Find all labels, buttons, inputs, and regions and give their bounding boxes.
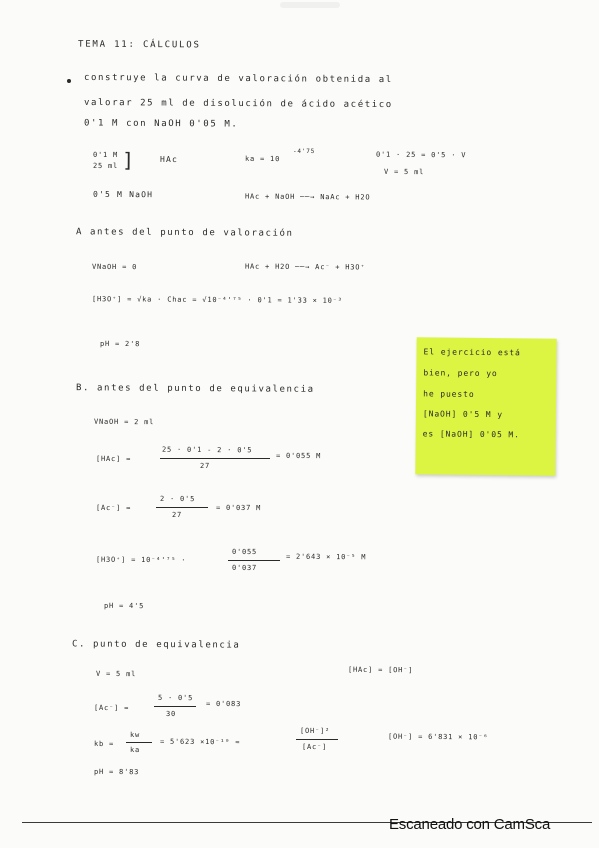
data-ka: ka = 10 (244, 154, 281, 164)
sticky-note (415, 337, 556, 475)
fraction-bar (228, 560, 280, 561)
sticky-note-line: [NaOH] 0'5 M y (422, 409, 503, 420)
scan-smudge (280, 2, 340, 8)
data-volume: 25 ml (92, 161, 119, 171)
data-concentration: 0'1 M (92, 150, 119, 160)
fraction-bar (296, 739, 338, 740)
scanner-watermark: Escaneado con CamSca (389, 816, 551, 833)
section-c-kb-numerator-2: [OH⁻]² (299, 726, 331, 736)
section-c-ac-result: = 0'083 (205, 699, 242, 709)
section-c-oh: [OH⁻] = 6'831 × 10⁻⁶ (387, 732, 489, 742)
brace: ] (121, 147, 135, 173)
data-volume-result: V = 5 ml (383, 167, 425, 177)
section-b-ph: pH = 4'5 (103, 601, 145, 611)
section-b-hac-denominator: 27 (199, 461, 211, 471)
statement-line-2: valorar 25 ml de disolución de ácido acético (83, 97, 393, 111)
section-b-h3o-numerator: 0'055 (231, 547, 258, 557)
section-c-volume: V = 5 ml (95, 669, 137, 679)
section-c-ac-denominator: 30 (165, 709, 177, 719)
sticky-note-line: El ejercicio está (423, 347, 521, 358)
fraction-bar (160, 458, 270, 459)
section-c-ac-lhs: [Ac⁻] = (93, 703, 130, 713)
page-title: TEMA 11: CÁLCULOS (77, 39, 201, 51)
section-b-ac-result: = 0'037 M (215, 503, 262, 513)
section-a-h3o: [H3O⁺] = √ka · Chac = √10⁻⁴'⁷⁵ · 0'1 = 1'33 × 10⁻³ (91, 295, 343, 305)
sticky-note-line: he puesto (423, 389, 475, 399)
fraction-bar (154, 706, 196, 707)
section-c-kb-value: = 5'623 ×10⁻¹⁰ = (159, 737, 241, 747)
section-b-h3o-result: = 2'643 × 10⁻⁵ M (285, 552, 367, 562)
section-c-kb-lhs: kb = (93, 739, 115, 749)
section-b-vnaoh: VNaOH = 2 ml (93, 417, 155, 427)
section-b-ac-numerator: 2 · 0'5 (159, 494, 196, 504)
section-b-hac-numerator: 25 · 0'1 - 2 · 0'5 (161, 445, 253, 455)
section-c-ph: pH = 8'83 (93, 767, 140, 777)
section-b-hac-result: = 0'055 M (275, 451, 322, 461)
section-b-hac-lhs: [HAc] = (95, 454, 132, 464)
section-c-kb-denominator: ka (129, 745, 141, 755)
section-c-ac-numerator: 5 · 0'5 (157, 693, 194, 703)
section-a-ph: pH = 2'8 (99, 339, 141, 349)
fraction-bar (156, 507, 208, 508)
section-a-vnaoh: VNaOH = 0 (91, 262, 138, 272)
sticky-note-line: es [NaOH] 0'05 M. (422, 429, 520, 440)
fraction-bar (126, 742, 152, 743)
sticky-note-line: bien, pero yo (423, 368, 498, 379)
section-b-h3o-lhs: [H3O⁺] = 10⁻⁴'⁷⁵ · (95, 555, 187, 565)
section-c-equality: [HAc] = [OH⁻] (347, 665, 414, 675)
data-naoh: 0'5 M NaOH (92, 189, 154, 200)
data-ka-exponent: -4'75 (292, 147, 316, 156)
section-b-ac-lhs: [Ac⁻] = (95, 503, 132, 513)
section-c-kb-numerator: kw (129, 730, 141, 740)
data-hac: HAc (159, 154, 179, 165)
section-b-ac-denominator: 27 (171, 510, 183, 520)
bullet-point (67, 79, 71, 83)
statement-line-1: construye la curva de valoración obtenida al (83, 72, 393, 86)
section-a-heading: A antes del punto de valoración (75, 227, 294, 239)
statement-line-3: 0'1 M con NaOH 0'05 M. (83, 118, 239, 130)
data-reaction: HAc + NaOH ──→ NaAc + H2O (244, 192, 371, 202)
section-b-h3o-denominator: 0'037 (231, 563, 258, 573)
section-b-heading: B. antes del punto de equivalencia (75, 383, 315, 395)
data-volume-calc: 0'1 · 25 = 0'5 · V (375, 150, 467, 160)
section-c-kb-denominator-2: [Ac⁻] (301, 742, 328, 752)
section-c-heading: C. punto de equivalencia (71, 639, 241, 651)
section-a-reaction: HAc + H2O ──→ Ac⁻ + H3O⁺ (244, 262, 366, 272)
